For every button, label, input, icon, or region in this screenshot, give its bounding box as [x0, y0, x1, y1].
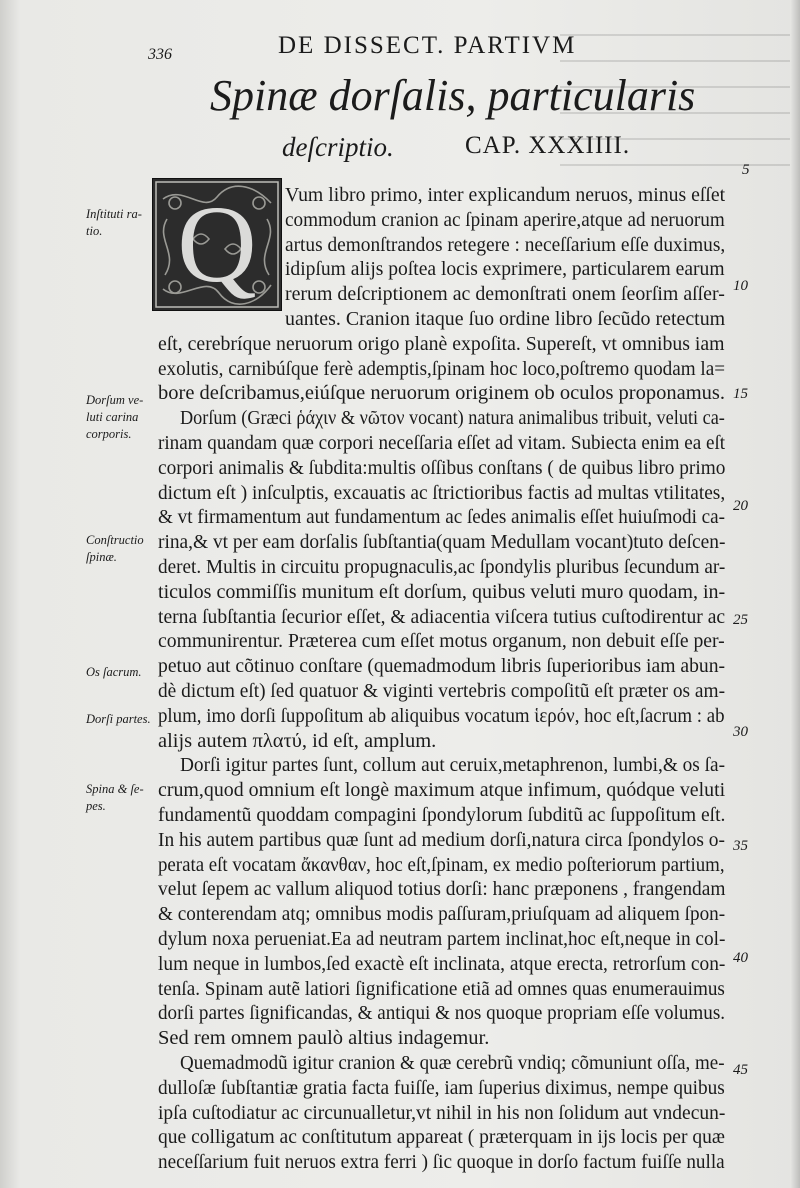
margin-note: Dorſum ve- luti carina corporis. [86, 393, 144, 441]
text-line: exolutis, carnibúſque ferè ademptis,ſpinam hoc loco,poſtremo quodam la= [158, 357, 726, 380]
chapter-number: CAP. XXXIIII. [465, 132, 631, 159]
margin-note: Conſtructio ſpinæ. [86, 533, 144, 564]
text-line: eſt, cerebríque neruorum origo planè expoſita. Supereſt, vt omnibus iam [158, 332, 725, 355]
text-line: uantes. Cranion itaque ſuo ordine libro ſecũdo retectum [285, 308, 726, 330]
text-line: dylum noxa perueniat.Ea ad neutram partem inclinat,hoc eſt,neque in col- [158, 928, 726, 950]
text-line: Dorſum (Græci ῥάχιν & νῶτον vocant) natura animalibus tribuit, veluti ca- [180, 407, 725, 430]
text-line: & conterendam atq; omnibus modis paſſuram,priuſquam ad aliquem ſpon- [158, 903, 726, 926]
text-line: corpori animalis & ſubdita:multis oſſibus conſtans ( de quibus libro primo [158, 456, 726, 479]
text-line: artus demonſtrandos retegere : neceſſarium eſſe duximus, [285, 233, 726, 256]
margin-note: Spina & ſe- pes. [86, 782, 144, 813]
text-line: commodum cranion ac ſpinam aperire,atque ad neruorum [285, 208, 725, 231]
running-head: DE DISSECT. PARTIVM [278, 32, 577, 59]
line-number: 20 [733, 498, 748, 514]
line-number: 35 [733, 838, 748, 854]
line-number: 25 [733, 612, 748, 628]
text-line: Dorſi igitur partes ſunt, collum aut ceruix,metaphrenon, lumbi,& os ſa- [180, 754, 725, 777]
text-line: crum,quod omnium eſt longè maximum atque infimum, quódque veluti [158, 779, 726, 802]
text-line: terna ſubſtantia ſecurior eſſet, & adiacentia viſcera tutius cuſtodirentur ac [158, 605, 726, 628]
text-line: dulloſæ ſubſtantiæ gratia facta fuiſſe, iam ſuperius diximus, nempe quibus [158, 1076, 725, 1099]
line-number: 15 [733, 386, 748, 402]
text-line: rerum deſcriptionem ac demonſtrati onem ſeorſim aſſer- [285, 283, 725, 306]
text-line: lum neque in lumbos,ſed exactè eſt inclinata, atque erecta, retrorſum con- [158, 952, 726, 975]
line-number: 30 [733, 724, 748, 740]
text-line: Sed rem omnem paulò altius indagemur. [158, 1027, 490, 1050]
text-line: tenſa. Spinam autẽ latiori ſignificatione etiã ad omnes quas enumerauimus [158, 977, 725, 1000]
line-number: 40 [733, 950, 748, 966]
text-line: fundamentũ quoddam compagini ſpondylorum ſubditũ ac ſuppoſitum eſt. [158, 804, 726, 826]
text-line: dictum eſt ) inſculptis, excauatis ac ſtrictioribus factis ad multas vtilitates, [158, 481, 726, 504]
text-line: velut ſepem ac vallum aliquod totius dorſi: hanc præponens , frangendam [158, 878, 726, 901]
text-line: rina,& vt per eam dorſalis ſubſtantia(quam Medullam vocant)tuto deſcen- [158, 531, 726, 554]
line-number: 5 [742, 162, 750, 178]
text-line: deret. Multis in circuitu propugnaculis,ac ſpondylis pluribus ſecundum ar- [158, 556, 726, 578]
page-number: 336 [148, 46, 172, 63]
line-number: 45 [733, 1062, 748, 1078]
decorated-initial [152, 178, 282, 311]
text-line: plum, imo dorſi ſuppoſitum ab aliquibus vocatum ἱερόν, hoc eſt,ſacrum : ab [158, 704, 725, 727]
text-line: dè dictum eſt) ſed quatuor & viginti vertebris compoſitũ eſt præter os am- [158, 680, 726, 702]
margin-note: Os ſacrum. [86, 665, 142, 679]
text-line: communirentur. Præterea cum eſſet motus organum, non debuit eſſe per- [158, 630, 725, 653]
initial-letter: Q [177, 183, 257, 305]
text-line: Vum libro primo, inter explicandum neruos, minus eſſet [285, 184, 726, 206]
text-line: rinam quandam quæ corpori neceſſaria eſſet ad vitam. Subiecta enim ea eſt [158, 432, 726, 454]
chapter-title-line-2: deſcriptio. [282, 132, 394, 162]
text-line: & vt firmamentum aut fundamentum ac ſedes animalis eſſet huiuſmodi ca- [158, 506, 725, 529]
line-number: 10 [733, 278, 748, 294]
text-line: dorſi partes ſignificandas, & antiqui & nos quoque propriam eſſe volumus. [158, 1002, 726, 1025]
text-line: que colligatum ac conſtitutum appareat ( præterquam in ijs locis per quæ [158, 1126, 725, 1149]
margin-note: Dorſi partes. [86, 712, 151, 726]
text-line: perata eſt vocatam ἄκανθαν, hoc eſt,ſpinam, ex medio poſteriorum partium, [158, 853, 725, 876]
text-line: Quemadmodũ igitur cranion & quæ cerebrũ vndiq; cõmuniunt oſſa, me- [180, 1052, 725, 1074]
text-line: ticulos commiſſis munitum eſt dorſum, quibus veluti muro quodam, in- [158, 580, 726, 603]
text-line: alijs autem πλατύ, id eſt, amplum. [158, 729, 437, 752]
margin-note: Inſtituti ra- tio. [86, 207, 142, 238]
page-edge [790, 0, 800, 1188]
chapter-title-line-1: Spinæ dorſalis, particularis [210, 71, 696, 120]
text-line: idipſum alijs poſtea locis exprimere, particularem earum [285, 258, 725, 281]
text-line: In his autem partibus quæ ſunt ad medium dorſi,natura circa ſpondylos o- [158, 828, 725, 851]
text-line: bore deſcribamus,eiúſque neruorum originem ob oculos proponamus. [158, 382, 726, 405]
text-line: petuo aut cõtinuo conſtare (quemadmodum libris ſuperioribus iam abun- [158, 655, 726, 678]
text-line: ipſa cuſtodiatur ac circunualletur,vt nihil in his non ſolidum aut vndecun- [158, 1101, 726, 1124]
text-line: neceſſarium fuit neruos extra ferri ) ſic quoque in dorſo factum fuiſſe nulla [158, 1151, 725, 1174]
